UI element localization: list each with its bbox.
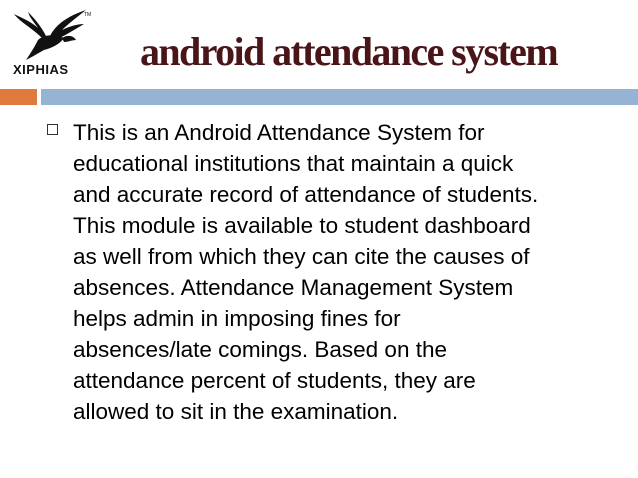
square-bullet-icon <box>47 124 58 135</box>
bullet-text: This is an Android Attendance System for educational institutions that maintain a quick and accurate record of attendance of students. This module is available to student dashboard as well from which they can cite the causes of absences. Attendance Management System helps admin in imposing fines for absences/late comings. Based on the attendance percent of students, they are allowed to sit in the examination. <box>73 120 539 424</box>
trademark-mark: TM <box>84 12 92 18</box>
logo-text: XIPHIAS <box>13 62 69 77</box>
eagle-icon <box>12 8 92 62</box>
slide-title: android attendance system <box>140 29 558 74</box>
xiphias-logo <box>8 8 94 80</box>
accent-bar-blue <box>41 89 638 105</box>
accent-bar-orange <box>0 89 37 105</box>
